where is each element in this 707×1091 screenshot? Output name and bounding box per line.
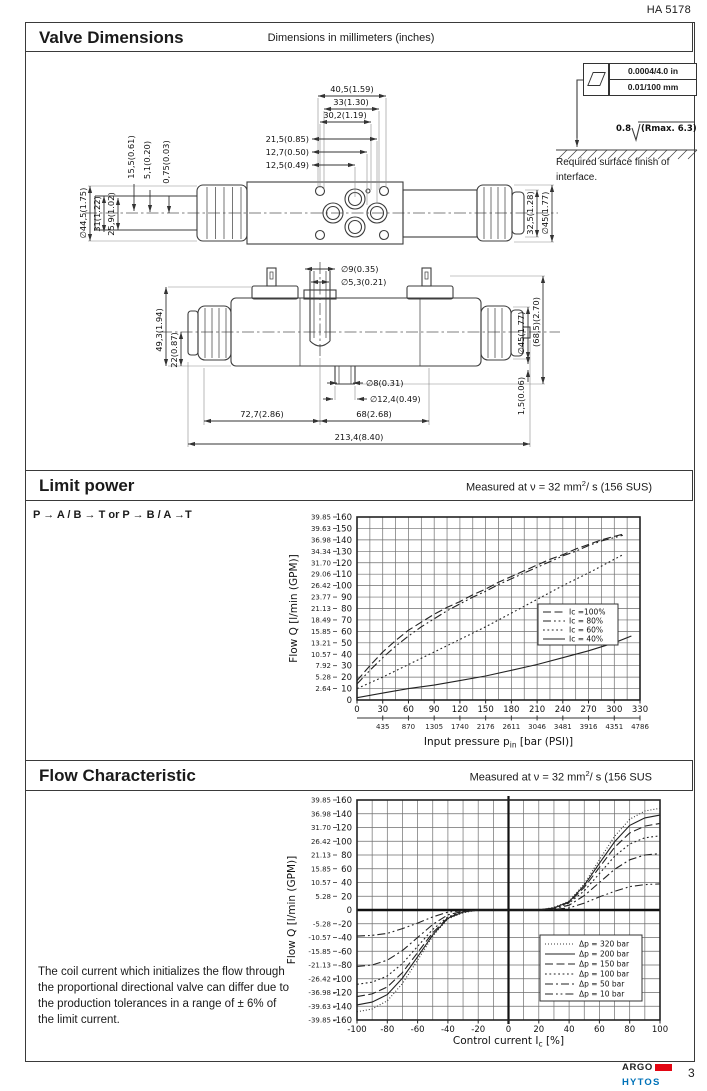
x-axis-label <box>453 1035 564 1049</box>
measured-sup: 2 <box>585 769 590 778</box>
drawing-shape <box>407 286 453 299</box>
legend-label: Ic = 40% <box>569 634 604 644</box>
y-tick-gpm-label: 39.85 <box>310 513 331 522</box>
surface-finish-spec-in: 0.0004/4.0 in <box>609 63 697 80</box>
y-tick-gpm-label: 29.06 <box>310 570 331 579</box>
psi-tick-label: 1740 <box>450 723 469 731</box>
x-axis-label-post: [bar (PSI)] <box>516 736 574 748</box>
y-tick-label: 140 <box>335 535 352 546</box>
y-tick-label: 20 <box>341 673 352 684</box>
drawing-shape: 1,5(0.06) <box>516 376 526 416</box>
y-tick-label: 50 <box>341 638 352 649</box>
drawing-shape: 33(1.30) <box>333 97 369 107</box>
drawing-shape <box>403 190 477 237</box>
side-view-dimensions <box>154 264 545 447</box>
measured-text-suffix: / s (156 SUS) <box>585 481 652 494</box>
flow-path-modes: P → A / B → T or P → B / A →T <box>33 509 192 521</box>
y-tick-gpm-label: 36.98 <box>310 810 331 819</box>
y-tick-gpm-label: 39.63 <box>310 524 331 533</box>
y-tick-gpm-label: 5.28 <box>315 673 331 682</box>
drawing-shape: ∅8(0.31) <box>366 378 404 388</box>
y-tick-label: -60 <box>338 947 352 958</box>
y-tick-gpm-label: 34.34 <box>310 547 331 556</box>
x-axis-label-pre: Control current I <box>452 1035 539 1047</box>
drawing-shape: 12,7(0.50) <box>265 147 309 157</box>
y-tick-gpm-label: 2.64 <box>315 685 331 694</box>
drawing-shape <box>380 231 389 240</box>
tolerance-note: The coil current which initializes the flow through the proportional directional valve can differ due to the production tolerances in a range of ± 6% of the limit current. <box>38 966 290 1027</box>
y-tick-gpm-label: 36.98 <box>310 536 331 545</box>
x-tick-label: -100 <box>347 1025 367 1035</box>
x-axis-label <box>424 736 573 750</box>
measured-text: Measured at ν = 32 mm <box>465 481 582 494</box>
limit-power-chart <box>288 513 649 750</box>
legend-label: Ic = 60% <box>569 625 604 635</box>
drawing-shape: 25,9(1.02) <box>106 192 116 236</box>
psi-tick-label: 4786 <box>631 723 649 731</box>
drawing-shape <box>425 272 428 279</box>
y-tick-gpm-label: -36.98 <box>308 989 331 997</box>
y-tick-label: 110 <box>335 570 352 581</box>
x-tick-label: 80 <box>624 1025 636 1035</box>
y-tick-label: 0 <box>346 696 352 706</box>
psi-tick-label: 1305 <box>425 723 444 731</box>
dimensions-unit-note: Dimensions in millimeters (inches) <box>267 32 435 44</box>
drawing-shape <box>349 221 362 234</box>
drawing-shape: 72,7(2.86) <box>240 409 284 419</box>
surface-finish-caption: Required surface finish of interface. <box>556 157 670 183</box>
drawing-shape <box>366 189 370 193</box>
drawing-shape: 21,5(0.85) <box>265 134 309 144</box>
x-axis-label-pre: Input pressure p <box>423 736 510 748</box>
drawing-shape: 0.8 <box>615 124 631 134</box>
legend-label: Δp = 100 bar <box>579 969 630 979</box>
y-tick-label: -100 <box>332 974 352 985</box>
y-tick-label: 60 <box>341 864 352 875</box>
legend-label: Δp = 50 bar <box>579 979 625 989</box>
drawing-shape: 213,4(8.40) <box>334 432 384 442</box>
psi-tick-label: 435 <box>376 723 390 731</box>
doc-number: HA 5178 <box>646 4 691 16</box>
legend-label: Ic =100% <box>569 607 606 617</box>
y-tick-gpm-label: 7.92 <box>315 662 331 671</box>
y-tick-gpm-label: -15.85 <box>308 947 331 956</box>
drawing-shape: 40,5(1.59) <box>330 84 374 94</box>
drawing-shape: ∅45(1.77) <box>516 311 526 355</box>
logo-text-argo: ARGO <box>622 1062 653 1073</box>
legend-label: Ic = 80% <box>569 616 604 626</box>
y-tick-label: 120 <box>335 558 352 569</box>
x-tick-label: 100 <box>651 1025 669 1035</box>
y-tick-label: 100 <box>335 581 352 592</box>
x-tick-label: 60 <box>593 1025 605 1035</box>
y-tick-gpm-label: -10.57 <box>308 934 331 942</box>
y-tick-gpm-label: 21.13 <box>310 851 331 860</box>
legend-label: Δp = 10 bar <box>579 989 625 999</box>
legend-label: Δp = 150 bar <box>579 959 630 969</box>
psi-tick-label: 4351 <box>605 723 624 731</box>
x-tick-label: 20 <box>533 1025 545 1035</box>
y-tick-label: 70 <box>341 615 352 626</box>
drawing-shape: (Rmax. 6.3) <box>641 124 697 134</box>
y-tick-gpm-label: 13.21 <box>310 639 331 648</box>
psi-tick-label: 870 <box>401 723 416 731</box>
y-tick-label: 90 <box>341 593 352 604</box>
drawing-shape <box>270 272 273 279</box>
y-tick-gpm-label: 39.85 <box>310 796 331 805</box>
y-tick-gpm-label: 5.28 <box>315 892 331 901</box>
drawing-shape: 30,2(1.19) <box>323 110 367 120</box>
x-tick-label: 60 <box>403 705 414 715</box>
drawing-shape <box>339 366 351 384</box>
y-tick-label: 140 <box>335 809 352 820</box>
x-tick-label: 40 <box>563 1025 575 1035</box>
y-tick-gpm-label: -39.85 <box>308 1016 331 1025</box>
x-axis-label-sub: c <box>538 1039 543 1049</box>
x-tick-label: 90 <box>428 705 440 715</box>
y-tick-gpm-label: 10.57 <box>310 879 331 887</box>
drawing-shape <box>267 268 276 286</box>
x-tick-label: 180 <box>503 705 520 715</box>
drawing-shape: 31(1.22) <box>92 196 102 232</box>
y-tick-label: 20 <box>341 892 352 903</box>
y-axis-label: Flow Q [l/min (GPM)] <box>286 855 298 965</box>
drawing-shape: 32,5(1.28) <box>525 191 535 235</box>
psi-tick-label: 3916 <box>579 723 598 731</box>
psi-tick-label: 2611 <box>502 723 521 731</box>
valve-top-view-drawing <box>85 182 558 244</box>
x-tick-label: -40 <box>440 1025 455 1035</box>
x-tick-label: 240 <box>554 705 571 715</box>
legend-label: Δp = 200 bar <box>579 949 630 959</box>
y-tick-gpm-label: 31.70 <box>310 824 331 832</box>
drawing-shape: 0,75(0.03) <box>161 140 171 184</box>
y-tick-gpm-label: -21.13 <box>308 961 331 970</box>
x-axis-label-post: [%] <box>542 1035 565 1047</box>
flow-characteristic-title: Flow Characteristic <box>39 766 196 785</box>
drawing-shape <box>380 187 389 196</box>
limit-power-title: Limit power <box>39 476 135 495</box>
y-tick-label: -140 <box>332 1002 352 1013</box>
y-tick-label: 120 <box>335 823 352 834</box>
drawing-shape: 49,3(1.94) <box>154 308 164 352</box>
y-tick-gpm-label: -5.28 <box>312 920 331 929</box>
x-tick-label: -80 <box>380 1025 395 1035</box>
y-tick-label: -160 <box>332 1016 352 1026</box>
drawing-shape <box>316 231 325 240</box>
flow-characteristic-chart <box>286 796 668 1049</box>
drawing-shape <box>558 150 697 159</box>
measured-sup: 2 <box>581 479 586 488</box>
y-tick-gpm-label: 31.70 <box>310 559 331 568</box>
drawing-shape <box>335 366 355 384</box>
drawing-shape <box>205 308 226 358</box>
drawing-shape: ∅44,5(1.75) <box>78 187 88 239</box>
y-tick-label: 150 <box>335 524 352 535</box>
x-tick-label: 0 <box>505 1025 512 1035</box>
y-tick-label: 130 <box>335 547 352 558</box>
y-tick-gpm-label: -26.42 <box>308 975 331 984</box>
x-tick-label: 300 <box>606 705 623 715</box>
x-tick-label: 150 <box>477 705 494 715</box>
top-view-dimensions <box>78 84 554 242</box>
y-tick-gpm-label: 18.49 <box>310 616 331 625</box>
drawing-shape <box>252 286 298 299</box>
x-axis-label-sub: in <box>509 740 517 750</box>
y-tick-label: 0 <box>346 906 352 916</box>
y-tick-label: 100 <box>335 837 352 848</box>
y-tick-label: 160 <box>335 513 352 523</box>
x-tick-label: -60 <box>410 1025 425 1035</box>
psi-tick-label: 3046 <box>528 723 547 731</box>
drawing-shape: 5,1(0.20) <box>142 140 152 180</box>
x-tick-label: 0 <box>354 705 360 715</box>
y-tick-label: -40 <box>338 933 352 944</box>
y-tick-label: 40 <box>341 650 352 661</box>
drawing-shape: 68(2.68) <box>356 409 392 419</box>
psi-tick-label: 2176 <box>476 723 495 731</box>
x-tick-label: 30 <box>377 705 389 715</box>
logo-text-hytos: HYTOS <box>622 1077 661 1088</box>
y-tick-label: 80 <box>341 604 352 615</box>
surface-finish-callout <box>556 80 697 159</box>
drawing-shape: ∅45(1.77) <box>540 191 550 235</box>
valve-dimensions-title: Valve Dimensions <box>39 28 184 47</box>
y-tick-gpm-label: 15.85 <box>310 865 331 874</box>
y-tick-gpm-label: -39.63 <box>308 1002 331 1011</box>
drawing-shape: 22(0.87) <box>169 332 179 368</box>
y-tick-label: -120 <box>332 988 352 999</box>
drawing-shape <box>632 124 640 140</box>
legend-label: Δp = 320 bar <box>579 939 630 949</box>
y-tick-gpm-label: 26.42 <box>310 837 331 846</box>
x-tick-label: 120 <box>451 705 469 715</box>
x-tick-label: -20 <box>471 1025 486 1035</box>
drawing-shape: ∅5,3(0.21) <box>341 277 387 287</box>
y-axis-label: Flow Q [l/min (GPM)] <box>288 554 300 663</box>
drawing-shape: ∅12,4(0.49) <box>370 394 421 404</box>
y-tick-gpm-label: 26.42 <box>310 582 331 591</box>
page-number: 3 <box>688 1066 695 1080</box>
drawing-shape <box>188 311 198 355</box>
y-tick-label: 30 <box>341 661 352 672</box>
drawing-shape: 15,5(0.61) <box>126 135 136 179</box>
drawing-shape: ∅9(0.35) <box>341 264 379 274</box>
y-tick-gpm-label: 21.13 <box>310 605 331 613</box>
y-tick-label: 160 <box>335 796 352 806</box>
drawing-shape <box>422 268 431 286</box>
y-tick-gpm-label: 23.77 <box>310 593 331 602</box>
x-tick-label: 210 <box>528 705 546 715</box>
drawing-shape: 12,5(0.49) <box>265 160 309 170</box>
x-tick-label: 330 <box>631 705 649 715</box>
surface-finish-spec-mm: 0.01/100 mm <box>609 79 697 96</box>
y-tick-label: 10 <box>341 684 352 695</box>
x-tick-label: 270 <box>580 705 597 715</box>
drawing-shape <box>481 306 511 360</box>
drawing-shape: (68,5)(2.70) <box>531 297 541 347</box>
psi-tick-label: 3481 <box>553 723 572 731</box>
y-tick-gpm-label: 15.85 <box>310 627 331 636</box>
y-tick-label: 40 <box>341 878 352 889</box>
drawing-shape <box>488 308 502 358</box>
y-tick-label: 60 <box>341 627 352 638</box>
y-tick-gpm-label: 10.57 <box>310 650 331 659</box>
y-tick-label: -20 <box>338 919 352 930</box>
y-tick-label: 80 <box>341 851 352 861</box>
drawing-shape <box>577 80 583 138</box>
y-tick-label: -80 <box>338 961 352 971</box>
measured-text: Measured at ν = 32 mm <box>469 771 586 784</box>
measured-text-suffix: / s (156 SUS <box>589 771 652 784</box>
